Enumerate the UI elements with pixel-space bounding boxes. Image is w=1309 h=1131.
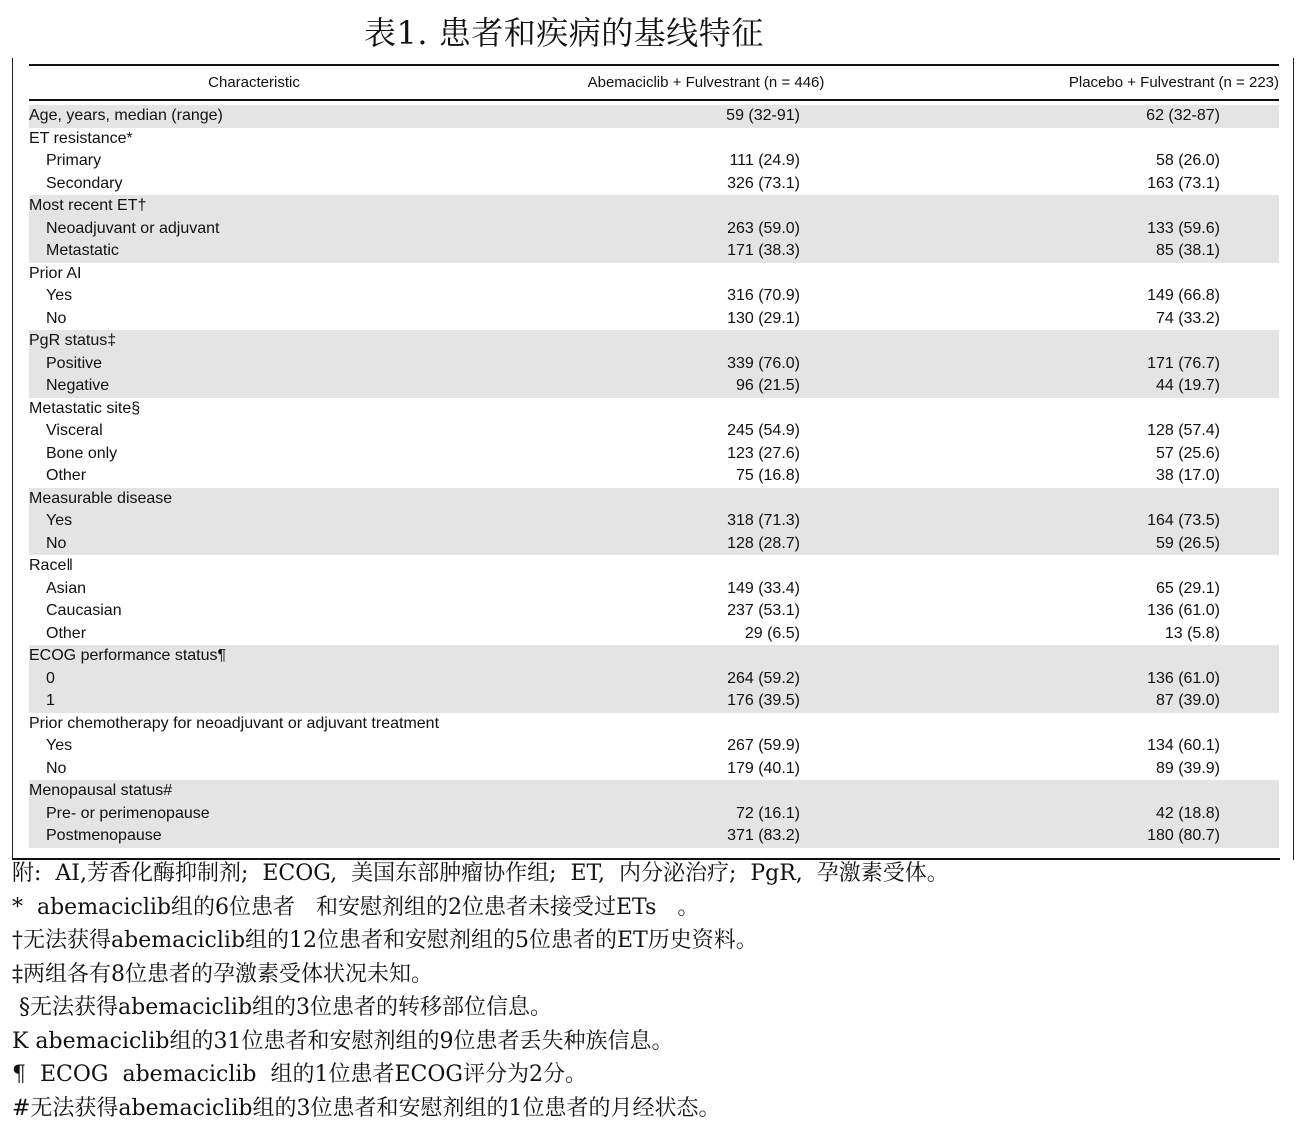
placebo-value: 87 (39.0) — [1155, 692, 1220, 710]
placebo-value: 57 (25.6) — [1155, 444, 1220, 462]
placebo-value: 13 (5.8) — [1164, 624, 1220, 642]
table-row — [29, 240, 1279, 263]
table-row — [29, 285, 1279, 308]
placebo-value: 133 (59.6) — [1147, 219, 1220, 237]
footnote-4: ‡两组各有8位患者的孕激素受体状况未知。 — [12, 961, 433, 987]
row-label: Bone only — [46, 444, 118, 462]
row-label: Asian — [46, 579, 87, 597]
table-row — [29, 578, 1279, 601]
placebo-value: 89 (39.9) — [1155, 759, 1220, 777]
abemaciclib-value: 264 (59.2) — [727, 669, 800, 687]
table-row — [29, 443, 1279, 466]
row-label: ECOG performance status¶ — [29, 647, 227, 665]
table-body — [29, 105, 1279, 848]
row-label: Other — [46, 467, 87, 485]
placebo-value: 134 (60.1) — [1147, 737, 1220, 755]
table-row — [29, 375, 1279, 398]
placebo-value: 164 (73.5) — [1147, 512, 1220, 530]
table-row — [29, 533, 1279, 556]
table-row — [29, 623, 1279, 646]
table-row — [29, 420, 1279, 443]
table-row — [29, 600, 1279, 623]
row-label: Measurable disease — [29, 489, 173, 507]
header-abemaciclib: Abemaciclib + Fulvestrant (n = 446) — [587, 74, 825, 91]
table-row — [29, 713, 1279, 736]
abemaciclib-value: 123 (27.6) — [727, 444, 800, 462]
table-row — [29, 218, 1279, 241]
row-label: Pre- or perimenopause — [46, 804, 210, 822]
row-label: 0 — [46, 669, 55, 687]
table-row — [29, 195, 1279, 218]
table-title: 表1. 患者和疾病的基线特征 — [364, 14, 764, 52]
row-label: Metastatic site§ — [29, 399, 141, 417]
placebo-value: 58 (26.0) — [1155, 152, 1220, 170]
table-row — [29, 825, 1279, 848]
row-label: Neoadjuvant or adjuvant — [46, 219, 220, 237]
placebo-value: 171 (76.7) — [1147, 354, 1220, 372]
row-label: Yes — [46, 287, 73, 305]
row-label: Other — [46, 624, 87, 642]
abemaciclib-value: 72 (16.1) — [735, 804, 800, 822]
placebo-value: 180 (80.7) — [1147, 827, 1220, 845]
placebo-value: 163 (73.1) — [1147, 174, 1220, 192]
row-label: Yes — [46, 512, 73, 530]
row-label: Visceral — [46, 422, 103, 440]
row-label: Yes — [46, 737, 73, 755]
row-label: PgR status‡ — [29, 332, 117, 350]
table-row — [29, 263, 1279, 286]
table-row — [29, 735, 1279, 758]
row-label: Postmenopause — [46, 827, 162, 845]
footnote-7: ¶ ECOG abemaciclib 组的1位患者ECOG评分为2分。 — [12, 1062, 587, 1087]
table-row — [29, 353, 1279, 376]
table-row — [29, 758, 1279, 781]
footnote-3: †无法获得abemaciclib组的12位患者和安慰剂组的5位患者的ET历史资料。 — [12, 928, 758, 953]
header-placebo: Placebo + Fulvestrant (n = 223) — [1068, 74, 1279, 91]
table-row — [29, 128, 1279, 151]
abemaciclib-value: 245 (54.9) — [727, 422, 800, 440]
table-row — [29, 488, 1279, 511]
placebo-value: 74 (33.2) — [1155, 309, 1220, 327]
abemaciclib-value: 371 (83.2) — [727, 827, 800, 845]
table-row — [29, 465, 1279, 488]
row-label: Primary — [46, 152, 102, 170]
placebo-value: 42 (18.8) — [1155, 804, 1220, 822]
table-row — [29, 780, 1279, 803]
abemaciclib-value: 237 (53.1) — [727, 602, 800, 620]
table-row — [29, 330, 1279, 353]
page-border-left — [12, 58, 13, 860]
header-characteristic: Characteristic — [208, 74, 300, 91]
abemaciclib-value: 326 (73.1) — [727, 174, 800, 192]
table-row — [29, 690, 1279, 713]
abemaciclib-value: 318 (71.3) — [727, 512, 800, 530]
footnote-5: §无法获得abemaciclib组的3位患者的转移部位信息。 — [12, 995, 553, 1020]
abemaciclib-value: 316 (70.9) — [727, 287, 800, 305]
placebo-value: 44 (19.7) — [1155, 377, 1220, 395]
footnotes — [12, 857, 1302, 1125]
row-label: Menopausal status# — [29, 782, 173, 800]
table-row — [29, 555, 1279, 578]
row-label: Prior AI — [29, 264, 82, 282]
abemaciclib-value: 130 (29.1) — [727, 309, 800, 327]
abemaciclib-value: 263 (59.0) — [727, 219, 800, 237]
row-label: No — [46, 309, 67, 327]
table-row — [29, 510, 1279, 533]
table-row — [29, 150, 1279, 173]
page-border-right — [1293, 58, 1294, 860]
row-label: No — [46, 534, 67, 552]
placebo-value: 85 (38.1) — [1155, 242, 1220, 260]
table-row — [29, 308, 1279, 331]
placebo-value: 136 (61.0) — [1147, 602, 1220, 620]
row-label: Prior chemotherapy for neoadjuvant or adjuvant treatment — [29, 714, 440, 732]
footnote-1: 附: AI,芳香化酶抑制剂; ECOG, 美国东部肿瘤协作组; ET, 内分泌治疗; PgR, 孕激素受体。 — [12, 861, 949, 886]
table-row — [29, 803, 1279, 826]
row-label: Most recent ET† — [29, 197, 147, 215]
footnote-6: K abemaciclib组的31位患者和安慰剂组的9位患者丢失种族信息。 — [12, 1028, 674, 1054]
abemaciclib-value: 59 (32-91) — [726, 107, 800, 125]
placebo-value: 136 (61.0) — [1147, 669, 1220, 687]
placebo-value: 38 (17.0) — [1155, 467, 1220, 485]
placebo-value: 62 (32-87) — [1146, 107, 1220, 125]
placebo-value: 65 (29.1) — [1155, 579, 1220, 597]
placebo-value: 128 (57.4) — [1147, 422, 1220, 440]
row-label: No — [46, 759, 67, 777]
row-label: Age, years, median (range) — [29, 107, 223, 125]
row-label: Metastatic — [46, 242, 119, 260]
placebo-value: 59 (26.5) — [1155, 534, 1220, 552]
abemaciclib-value: 149 (33.4) — [727, 579, 800, 597]
abemaciclib-value: 75 (16.8) — [735, 467, 800, 485]
table-row — [29, 398, 1279, 421]
table-row — [29, 668, 1279, 691]
footnote-8: #无法获得abemaciclib组的3位患者和安慰剂组的1位患者的月经状态。 — [12, 1095, 721, 1121]
table-header-row — [29, 66, 1279, 99]
row-label: ET resistance* — [29, 129, 133, 147]
abemaciclib-value: 96 (21.5) — [735, 377, 800, 395]
row-label: Positive — [46, 354, 103, 372]
table-row — [29, 173, 1279, 196]
row-label: 1 — [46, 692, 55, 710]
abemaciclib-value: 128 (28.7) — [727, 534, 800, 552]
table-row — [29, 105, 1279, 128]
row-label: Race‖ — [29, 557, 73, 575]
placebo-value: 149 (66.8) — [1147, 287, 1220, 305]
table-header-rule — [29, 99, 1279, 101]
row-label: Secondary — [46, 174, 123, 192]
abemaciclib-value: 171 (38.3) — [727, 242, 800, 260]
footnote-2: * abemaciclib组的6位患者 和安慰剂组的2位患者未接受过ETs 。 — [12, 894, 700, 920]
abemaciclib-value: 179 (40.1) — [727, 759, 800, 777]
table-row — [29, 645, 1279, 668]
abemaciclib-value: 267 (59.9) — [727, 737, 800, 755]
row-label: Negative — [46, 377, 110, 395]
baseline-table — [29, 64, 1279, 848]
row-label: Caucasian — [46, 602, 122, 620]
abemaciclib-value: 111 (24.9) — [729, 152, 800, 170]
abemaciclib-value: 29 (6.5) — [744, 624, 800, 642]
abemaciclib-value: 339 (76.0) — [727, 354, 800, 372]
abemaciclib-value: 176 (39.5) — [727, 692, 800, 710]
